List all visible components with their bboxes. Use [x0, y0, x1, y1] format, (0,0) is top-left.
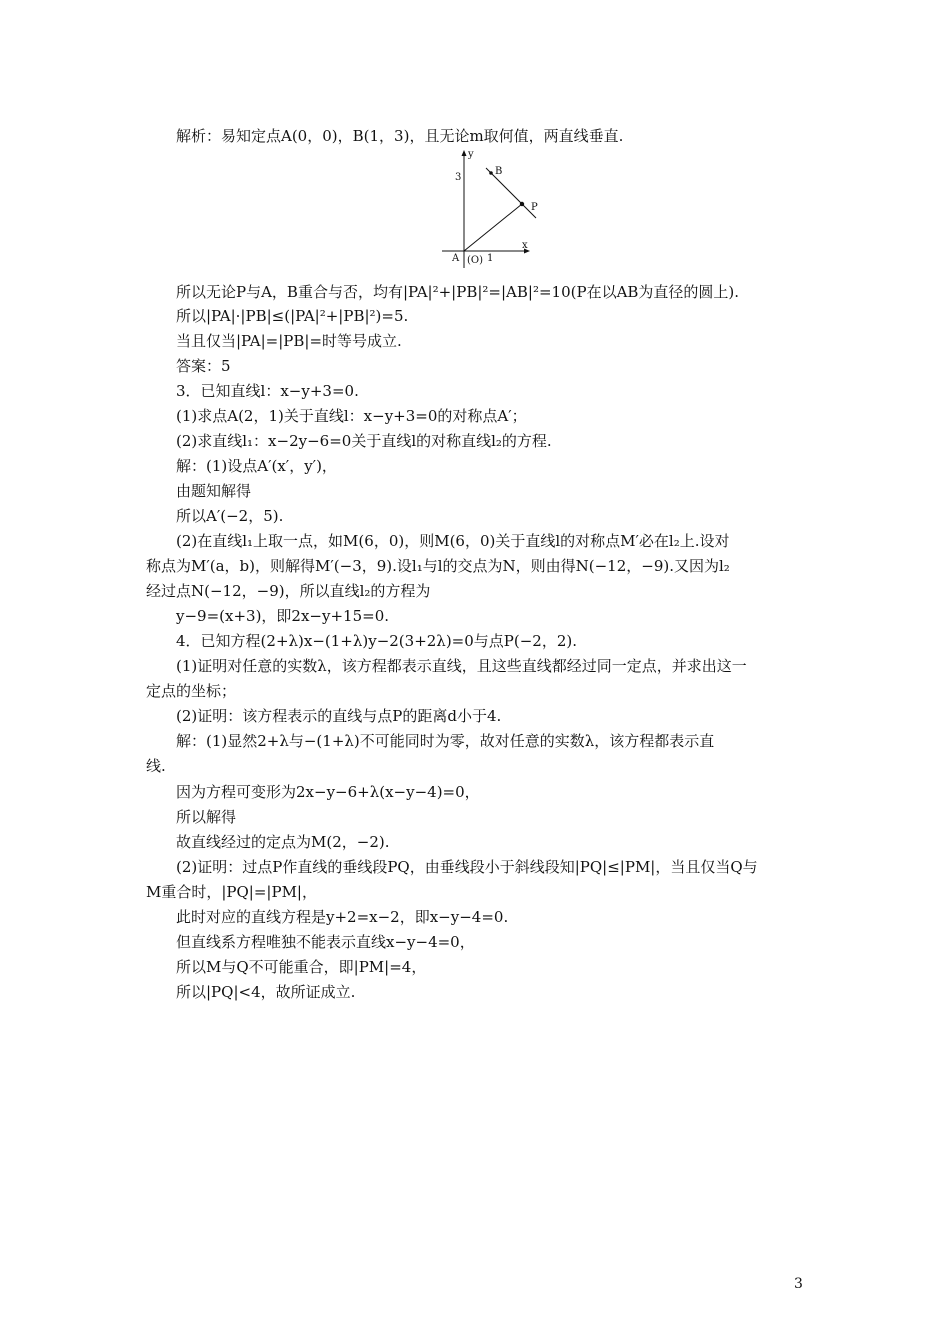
text-line: 所以|PQ|<4，故所证成立. [176, 983, 356, 1001]
tick-label-x: 1 [487, 253, 494, 264]
page-number: 3 [794, 1276, 803, 1292]
text-line: (1)求点A(2，1)关于直线l：x−y+3=0的对称点A′； [176, 407, 527, 425]
text-line: 当且仅当|PA|=|PB|=时等号成立. [176, 332, 402, 350]
text-line: 所以M与Q不可能重合，即|PM|=4， [176, 958, 427, 976]
point-b [489, 171, 493, 175]
text-line: 定点的坐标； [146, 682, 237, 700]
text-line: 解析：易知定点A(0，0)，B(1，3)，且无论m取何值，两直线垂直. [176, 127, 624, 145]
line-bp [486, 168, 536, 218]
text-line: 但直线系方程唯独不能表示直线x−y−4=0， [176, 933, 475, 951]
point-p-label: P [531, 202, 538, 213]
text-line: 故直线经过的定点为M(2，−2). [176, 833, 390, 851]
text-line: 此时对应的直线方程是y+2=x−2，即x−y−4=0. [176, 908, 509, 926]
point-p [520, 202, 524, 206]
text-line: 线. [146, 757, 166, 775]
text-line: 答案：5 [176, 357, 231, 375]
text-line: (1)证明对任意的实数λ，该方程都表示直线，且这些直线都经过同一定点，并求出这一 [176, 657, 747, 675]
text-line: 所以解得 [176, 808, 237, 826]
text-line: (2)求直线l₁：x−2y−6=0关于直线l的对称直线l₂的方程. [176, 432, 552, 450]
origin-label: (O) [467, 255, 484, 266]
tick-label-y: 3 [455, 172, 462, 183]
y-axis-label: y [468, 149, 474, 160]
text-line: 解：(1)设点A′(x′，y′)， [176, 457, 337, 475]
text-line: 所以A′(−2，5). [176, 507, 284, 525]
text-line: (2)证明：过点P作直线的垂线段PQ，由垂线段小于斜线段知|PQ|≤|PM|，当且仅当Q与 [176, 858, 758, 876]
text-line: 因为方程可变形为2x−y−6+λ(x−y−4)=0， [176, 783, 480, 801]
text-line: 由题知解得 [176, 482, 252, 500]
text-line: M重合时，|PQ|=|PM|， [146, 883, 317, 901]
point-a-label: A [452, 253, 460, 264]
point-b-label: B [495, 166, 503, 177]
text-line: 解：(1)显然2+λ与−(1+λ)不可能同时为零，故对任意的实数λ，该方程都表示直 [176, 732, 715, 750]
text-line: 4．已知方程(2+λ)x−(1+λ)y−2(3+2λ)=0与点P(−2，2). [176, 632, 578, 650]
x-axis-label: x [522, 240, 528, 251]
text-line: 所以无论P与A，B重合与否，均有|PA|²+|PB|²=|AB|²=10(P在以AB为直径的圆上). [176, 283, 740, 301]
text-line: 3．已知直线l：x−y+3=0. [176, 382, 359, 400]
coordinate-figure [436, 148, 546, 270]
text-line: 经过点N(−12，−9)，所以直线l₂的方程为 [146, 582, 431, 600]
text-line: y−9=(x+3)，即2x−y+15=0. [176, 607, 390, 625]
text-line: (2)在直线l₁上取一点，如M(6，0)，则M(6，0)关于直线l的对称点M′必在l₂上.设对 [176, 532, 730, 550]
text-line: 所以|PA|·|PB|≤(|PA|²+|PB|²)=5. [176, 307, 409, 325]
text-line: 称点为M′(a，b)，则解得M′(−3，9).设l₁与l的交点为N，则由得N(−12，−9).又因为l₂ [146, 557, 730, 575]
y-axis-arrow-icon [462, 150, 467, 156]
text-line: (2)证明：该方程表示的直线与点P的距离d小于4. [176, 707, 502, 725]
line-ap [464, 204, 522, 251]
